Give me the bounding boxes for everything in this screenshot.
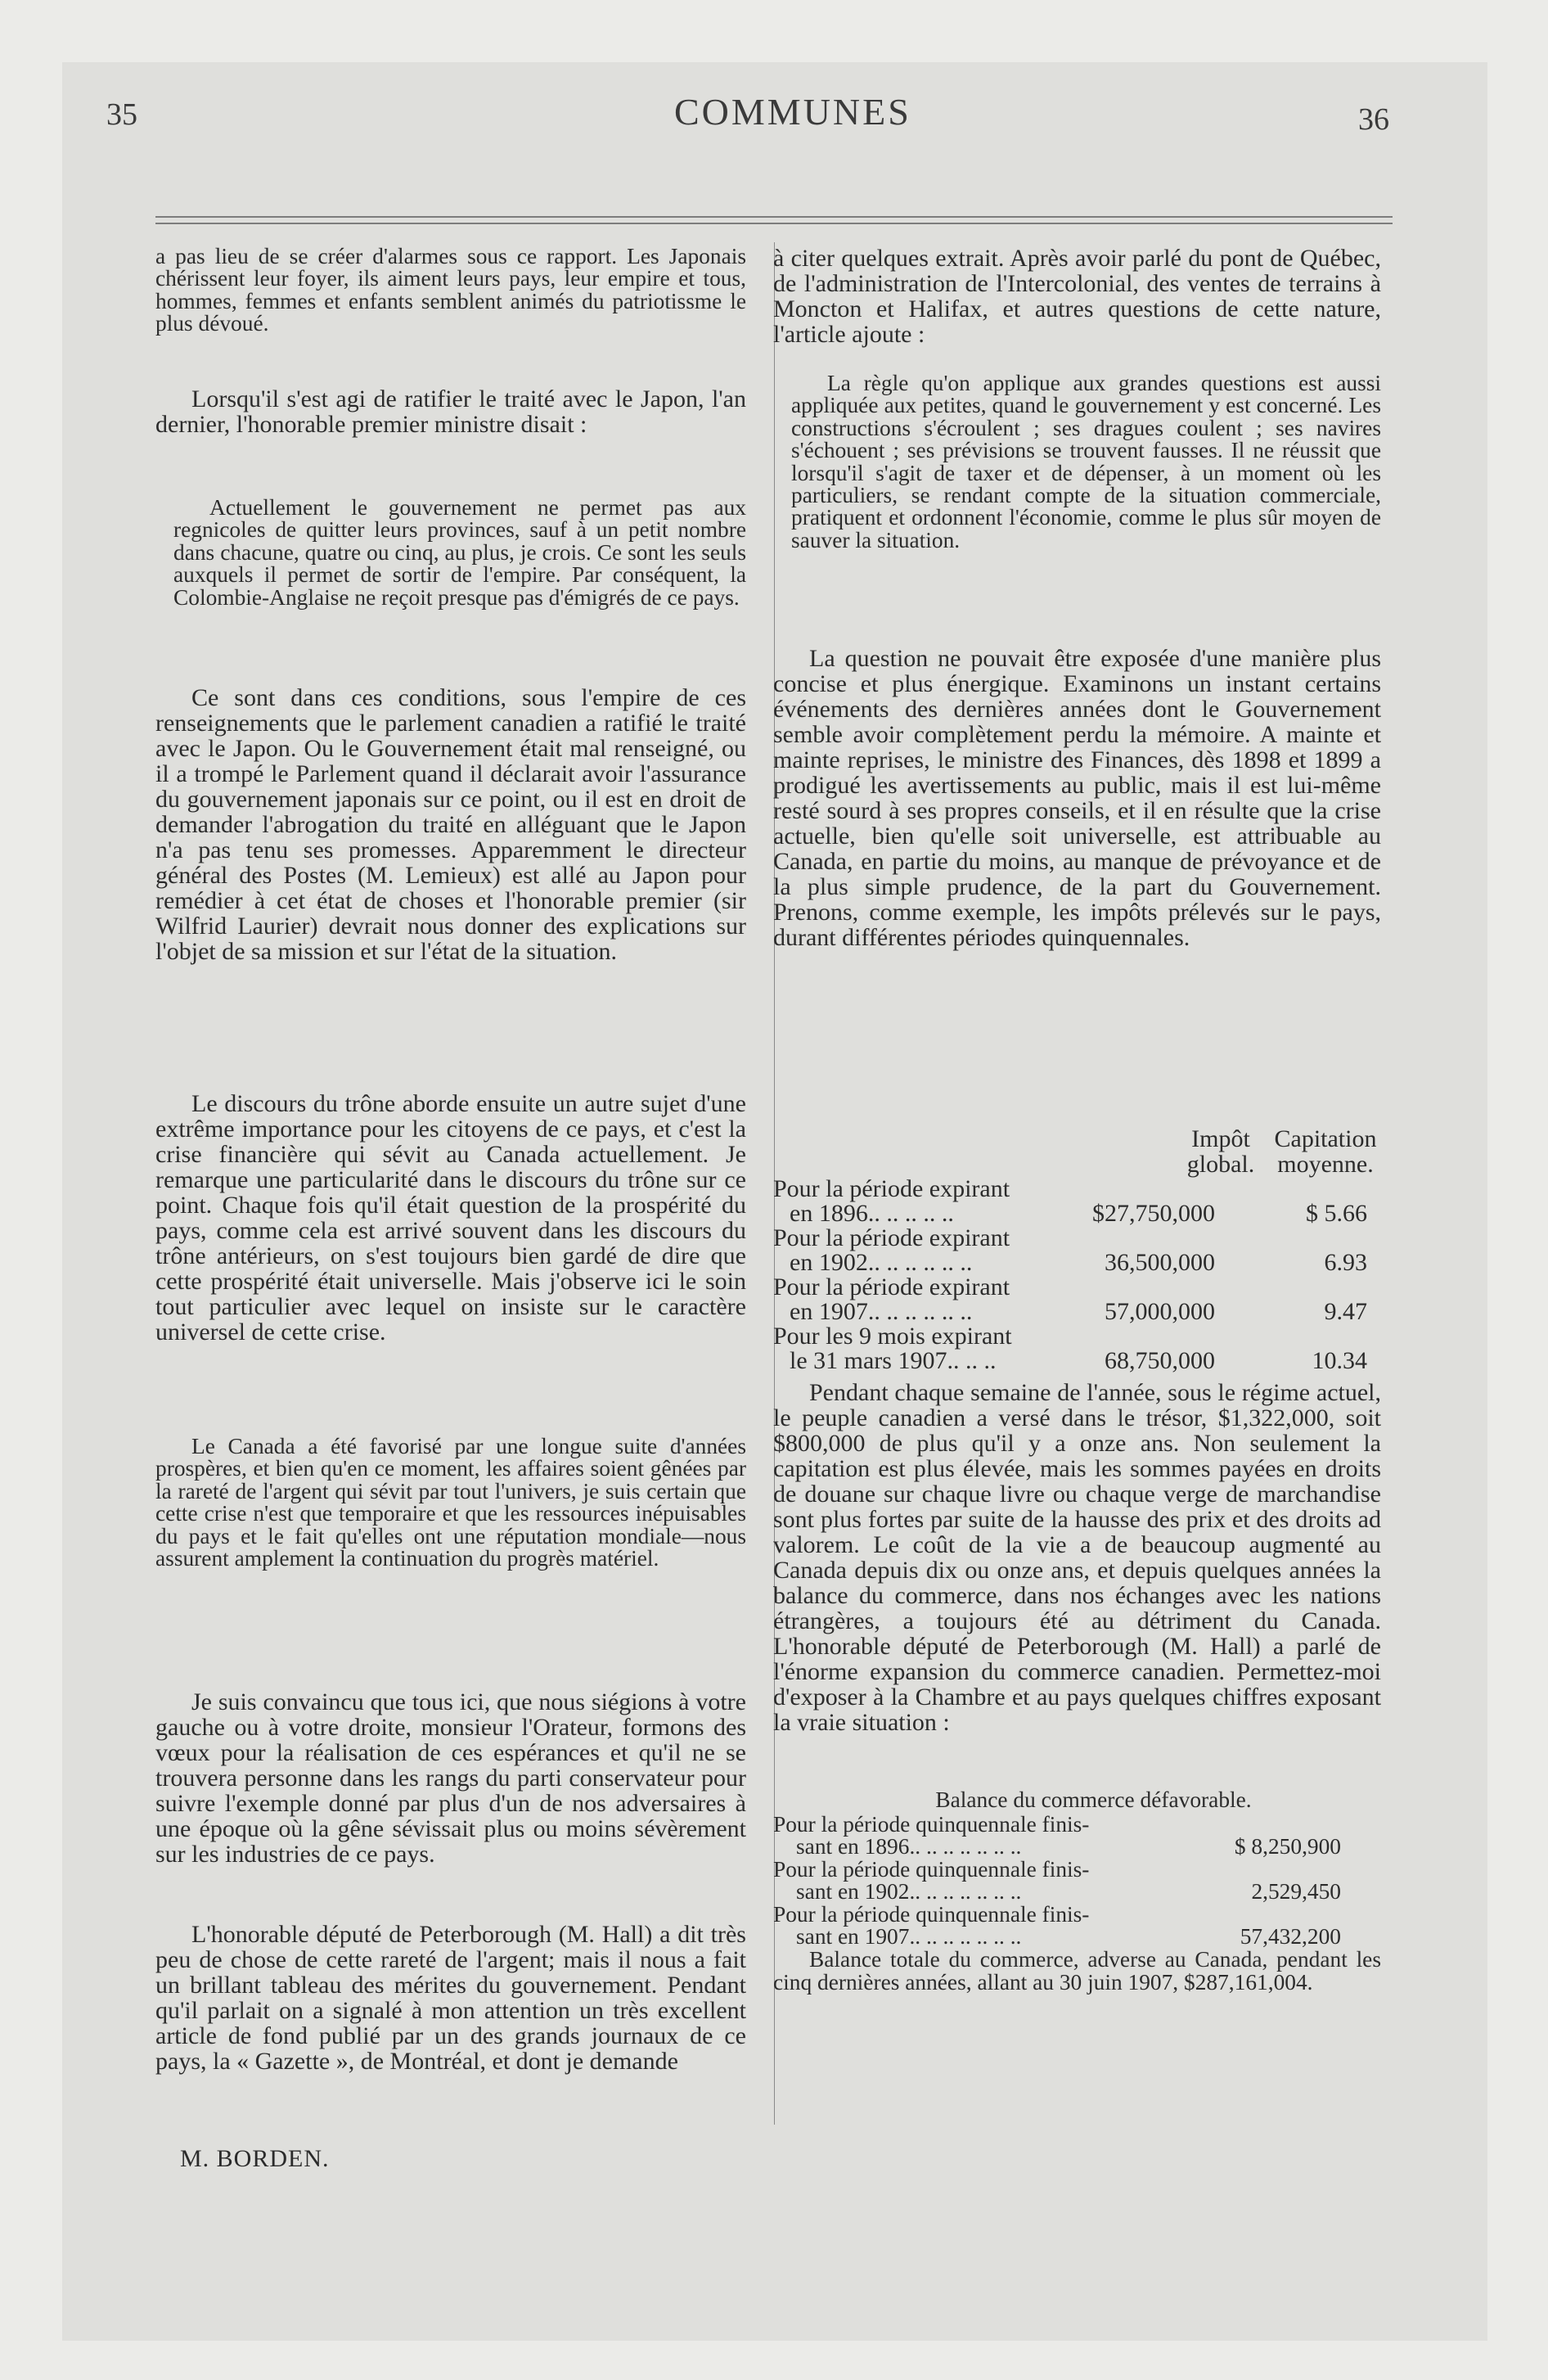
row-label: Pour les 9 mois expirant	[773, 1323, 1012, 1350]
paragraph-4: Le discours du trône aborde ensuite un autre sujet d'une extrême importance pour les citoyens de ce pays, et c'est la crise financière qui sévit au Canada actuellement. Je remarque une particularité dans le discours du trône sur ce point. Chaque fois qu'il était question de la prospérité du pays, comme cela est arrivé souvent dans les discours du trône antérieurs, on s'est toujours bien gardé de dire que cette prospérité était universelle. Mais j'observe ici le soin tout particulier avec lequel on insiste sur le caractère universel de cette crise.	[155, 1090, 746, 1346]
right-column	[773, 246, 1381, 2039]
paragraph-2: Lorsqu'il s'est agi de ratifier le traité avec le Japon, l'an dernier, l'honorable premier ministre disait :	[155, 385, 746, 438]
column-header-global: Impôt global.	[1186, 1125, 1255, 1178]
row-capita: 6.93	[1324, 1249, 1367, 1276]
quotation-gazette: La règle qu'on applique aux grandes questions est aussi appliquée aux petites, quand le gouvernement y est concerné. Les constructions s'écroulent ; ses dragues coulent ; ses navires s'échouent ; ses prévisions se trouvent fausses. Il ne réussit que lorsqu'il s'agit de taxer et de dépenser, à un moment où les particuliers, se rendant compte de la situation commerciale, pratiquent et ordonnent l'économie, comme le plus sûr moyen de sauver la situation.	[791, 371, 1381, 552]
paragraph-right-1: à citer quelques extrait. Après avoir parlé du pont de Québec, de l'administration de l'Intercolonial, des ventes de terrains à Moncton et Halifax, et autres questions de cette nature, l'article ajoute :	[773, 245, 1381, 348]
paragraph-right-3: Pendant chaque semaine de l'année, sous le régime actuel, le peuple canadien a versé dans le trésor, $1,322,000, soit $800,000 de plus qu'il y a onze ans. Non seulement la capitation est plus élevée, mais les sommes payées en droits de douane sur chaque livre ou chaque verge de marchandise sont plus fortes par suite de la hausse des prix et des droits ad valorem. Le coût de la vie a de beaucoup augmenté au Canada depuis dix ou onze ans, et depuis quelques années la balance du commerce, dans nos échanges avec les nations étrangères, a toujours été au détriment du Canada. L'honorable député de Peterborough (M. Hall) a parlé de l'énorme expansion du commerce canadien. Permettez-moi d'exposer à la Chambre et au pays quelques chiffres exposant la vraie situation :	[773, 1379, 1381, 1736]
trade-balance-table	[773, 1789, 1381, 1949]
row-label: Pour la période quinquennale finis-	[773, 1812, 1090, 1837]
row-label-cont: en 1896.. .. .. .. ..	[790, 1200, 954, 1227]
column-header-capita: Capitation moyenne.	[1274, 1125, 1377, 1178]
tax-table-header	[773, 1126, 1381, 1177]
row-label: Pour la période expirant	[773, 1224, 1010, 1251]
row-label: Pour la période quinquennale finis-	[773, 1857, 1090, 1882]
row-label-cont: sant en 1896.. .. .. .. .. .. ..	[796, 1834, 1022, 1859]
paragraph-right-2: La question ne pouvait être exposée d'une manière plus concise et plus énergique. Examinons un instant certains événements des dernières années dont le Gouvernement semble avoir complètement perdu la mémoire. A mainte et mainte reprises, le ministre des Finances, dès 1898 et 1899 a prodigué les avertissements au public, mais il est lui-même resté sourd à ses propres conseils, et il en résulte que la crise actuelle, bien qu'elle soit universelle, est attribuable au Canada, en partie du moins, au manque de prévoyance et de la plus simple prudence, de la part du Gouvernement. Prenons, comme exemple, les impôts prélevés sur le pays, durant différentes périodes quinquennales.	[773, 645, 1381, 951]
running-header-title: COMMUNES	[674, 91, 911, 133]
row-total: $27,750,000	[1092, 1200, 1215, 1227]
row-label-cont: en 1907.. .. .. .. .. ..	[790, 1298, 973, 1325]
row-value: 57,432,200	[1240, 1924, 1341, 1949]
page-number-left: 35	[106, 97, 137, 132]
tax-table	[773, 1126, 1381, 1373]
table-row	[773, 1904, 1381, 1949]
row-label: Pour la période expirant	[773, 1175, 1010, 1202]
row-label-cont: sant en 1902.. .. .. .. .. .. ..	[796, 1879, 1022, 1904]
table-row	[773, 1226, 1381, 1275]
header-rule-top	[155, 216, 1393, 218]
row-value: $ 8,250,900	[1234, 1834, 1341, 1859]
row-value: 2,529,450	[1251, 1879, 1341, 1904]
page-number-right: 36	[1358, 102, 1389, 137]
row-total: 57,000,000	[1105, 1298, 1215, 1325]
row-total: 36,500,000	[1105, 1249, 1215, 1276]
row-label: Pour la période expirant	[773, 1273, 1010, 1300]
table-row	[773, 1859, 1381, 1904]
paragraph-5: Le Canada a été favorisé par une longue suite d'années prospères, et bien qu'en ce moment, les affaires soient gênées par la rareté de l'argent qui sévit par tout l'univers, je suis certain que cette crise n'est que temporaire et que les ressources inépuisables du pays et le fait qu'elles ont une réputation mondiale—nous assurent amplement la continuation du progrès matériel.	[155, 1434, 746, 1571]
row-label-cont: en 1902.. .. .. .. .. ..	[790, 1249, 973, 1276]
paragraph-right-4: Balance totale du commerce, adverse au Canada, pendant les cinq dernières années, allant au 30 juin 1907, $287,161,004.	[773, 1947, 1381, 1995]
table-row	[773, 1177, 1381, 1226]
row-capita: 9.47	[1324, 1298, 1367, 1325]
left-column	[155, 246, 746, 2173]
row-label-cont: sant en 1907.. .. .. .. .. .. ..	[796, 1924, 1022, 1949]
quotation-premier-ministre: Actuellement le gouvernement ne permet pas aux regnicoles de quitter leurs provinces, sauf à un petit nombre dans chacune, quatre ou cinq, au plus, je crois. Ce sont les seuls auxquels il permet de sortir de l'empire. Par conséquent, la Colombie-Anglaise ne reçoit presque pas d'émigrés de ce pays.	[173, 495, 746, 610]
header-rule-bottom	[155, 223, 1393, 224]
row-label-cont: le 31 mars 1907.. .. ..	[790, 1347, 997, 1374]
row-total: 68,750,000	[1105, 1347, 1215, 1374]
paragraph-1: a pas lieu de se créer d'alarmes sous ce rapport. Les Japonais chérissent leur foyer, ils aiment leurs pays, leur empire et tous, hommes, femmes et enfants semblent animés du patriotissme le plus dévoué.	[155, 244, 746, 336]
paragraph-3: Ce sont dans ces conditions, sous l'empire de ces renseignements que le parlement canadien a ratifié le traité avec le Japon. Ou le Gouvernement était mal renseigné, ou il a trompé le Parlement quand il déclarait avoir l'assurance du gouvernement japonais sur ce point, ou il est en droit de demander l'abrogation du traité en alléguant que le Japon n'a pas tenu ses promesses. Apparemment le directeur général des Postes (M. Lemieux) est allé au Japon pour remédier à cet état de choses et l'honorable premier (sir Wilfrid Laurier) devrait nous donner des explications sur l'objet de sa mission et sur l'état de la situation.	[155, 684, 746, 965]
paragraph-7: L'honorable député de Peterborough (M. Hall) a dit très peu de chose de cette rareté de l'argent; mais il nous a fait un brillant tableau des mérites du gouvernement. Pendant qu'il parlait on a signalé à mon attention un très excellent article de fond publié par un des grands journaux de ce pays, la « Gazette », de Montréal, et dont je demande	[155, 1921, 746, 2075]
speaker-signature: M. BORDEN.	[180, 2145, 330, 2172]
paragraph-6: Je suis convaincu que tous ici, que nous siégions à votre gauche ou à votre droite, monsieur l'Orateur, formons des vœux pour la réalisation de ces espérances et qu'il ne se trouvera personne dans les rangs du parti conservateur pour suivre l'exemple donné par plus d'un de nos adversaires à une époque où la gêne sévissait plus ou moins sévèrement sur les industries de ce pays.	[155, 1688, 746, 1868]
row-capita: $ 5.66	[1306, 1200, 1367, 1227]
table-row	[773, 1275, 1381, 1324]
table-row	[773, 1814, 1381, 1859]
row-label: Pour la période quinquennale finis-	[773, 1902, 1090, 1927]
table-row	[773, 1324, 1381, 1373]
trade-table-title: Balance du commerce défavorable.	[935, 1787, 1252, 1812]
row-capita: 10.34	[1312, 1347, 1367, 1374]
